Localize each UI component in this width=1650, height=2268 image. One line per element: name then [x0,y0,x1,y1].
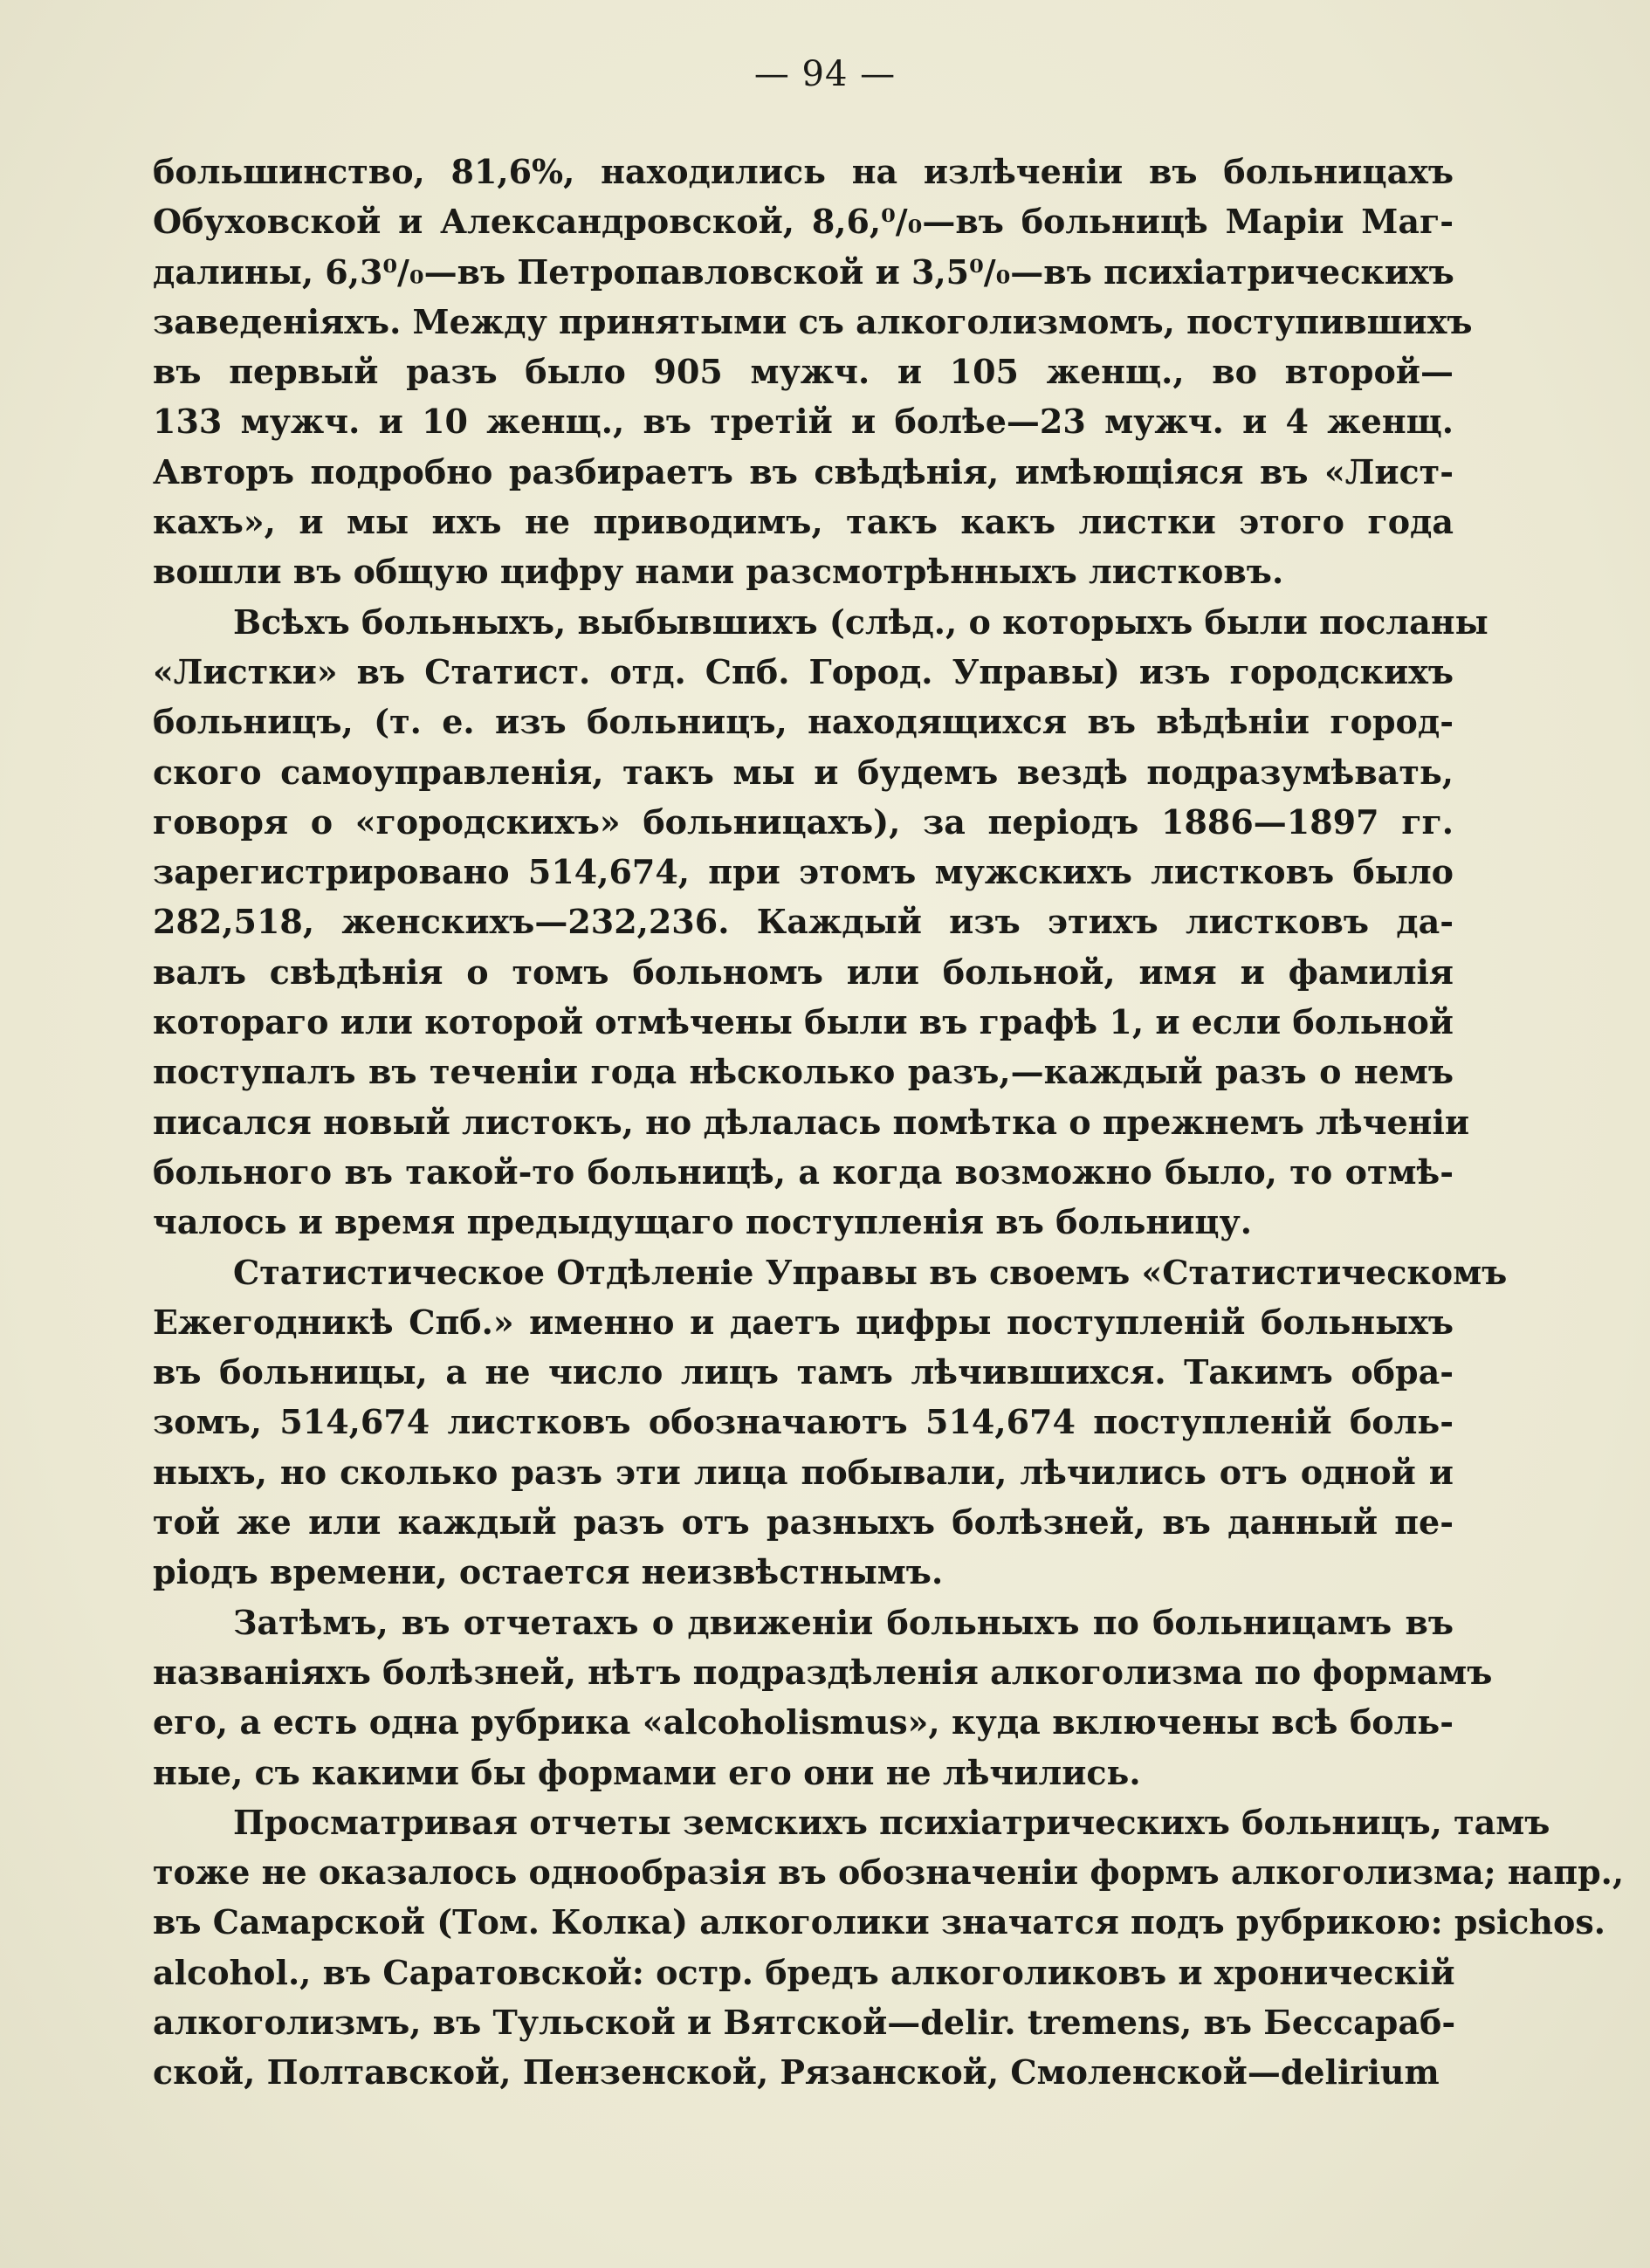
text-line: Всѣхъ больныхъ, выбывшихъ (слѣд., о которыхъ были посланы [233,601,1488,642]
text-line: въ Самарской (Том. Колка) алкоголики значатся подъ рубрикою: psichos. [153,1902,1606,1942]
paragraph [153,1797,1625,2098]
text-line: заведеніяхъ. Между принятыми съ алкоголизмомъ, поступившихъ [153,301,1473,341]
paragraph [153,147,1473,597]
text-line: говоря о «городскихъ» больницахъ), за періодъ 1886—1897 гг. [153,801,1454,842]
text-line: ской, Полтавской, Пензенской, Рязанской, Смоленской—delirium [153,2052,1440,2093]
paragraph [153,1247,1508,1598]
text-line: зомъ, 514,674 листковъ обозначаютъ 514,674 поступленій боль- [153,1402,1454,1442]
text-line: alcohol., въ Саратовской: остр. бредъ алкоголиковъ и хроническій [153,1952,1455,1992]
text-line: чалось и время предыдущаго поступленія въ больницу. [153,1202,1253,1242]
text-line: большинство, 81,6%, находились на излѣченіи въ больницахъ [153,152,1454,191]
paragraph [153,1598,1493,1797]
text-line: Статистическое Отдѣленіе Управы въ своемъ «Статистическомъ [233,1252,1508,1292]
text-line: кахъ», и мы ихъ не приводимъ, такъ какъ листки этого года [153,502,1454,542]
text-line: котораго или которой отмѣчены были въ графѣ 1, и если больной [153,1002,1454,1042]
text-line: Ежегодникѣ Спб.» именно и даетъ цифры поступленій больныхъ [153,1302,1454,1342]
text-line: тоже не оказалось однообразія въ обозначеніи формъ алкоголизма; напр., [153,1852,1625,1893]
text-line: вошли въ общую цифру нами разсмотрѣнныхъ листковъ. [153,552,1284,592]
text-line: больного въ такой-то больницѣ, а когда возможно было, то отмѣ- [153,1151,1454,1192]
text-line: алкоголизмъ, въ Тульской и Вятской—delir. tremens, въ Бессараб- [153,2002,1456,2042]
text-line: ные, съ какими бы формами его они не лѣчились. [153,1752,1141,1792]
text-line: «Листки» въ Статист. отд. Спб. Город. Управы) изъ городскихъ [153,651,1454,691]
text-line: ріодъ времени, остается неизвѣстнымъ. [153,1552,944,1592]
text-line: ныхъ, но сколько разъ эти лица побывали, лѣчились отъ одной и [153,1452,1454,1492]
text-line: писался новый листокъ, но дѣлалась помѣтка о прежнемъ лѣченіи [153,1102,1470,1142]
text-line: далины, 6,3⁰/₀—въ Петропавловской и 3,5⁰/₀—въ психіатрическихъ [153,251,1454,292]
text-line: Авторъ подробно разбираетъ въ свѣдѣнія, имѣющіяся въ «Лист- [153,451,1454,491]
text-line: больницъ, (т. е. изъ больницъ, находящихся въ вѣдѣніи город- [153,702,1454,742]
text-line: той же или каждый разъ отъ разныхъ болѣзней, въ данный пе- [153,1502,1454,1543]
text-line: валъ свѣдѣнія о томъ больномъ или больной, имя и фамилія [153,952,1454,992]
text-line: зарегистрировано 514,674, при этомъ мужскихъ листковъ было [153,852,1454,892]
body-text [153,147,1625,2098]
page-number: — 94 — [753,54,897,94]
paragraph [153,597,1488,1247]
text-line: въ больницы, а не число лицъ тамъ лѣчившихся. Такимъ обра- [153,1352,1454,1392]
text-line: въ первый разъ было 905 мужч. и 105 женщ., во второй— [153,352,1454,392]
text-line: названіяхъ болѣзней, нѣтъ подраздѣленія алкоголизма по формамъ [153,1652,1493,1692]
text-line: его, а есть одна рубрика «alcoholismus», куда включены всѣ боль- [153,1702,1454,1742]
text-line: 133 мужч. и 10 женщ., въ третій и болѣе—23 мужч. и 4 женщ. [153,402,1454,442]
text-line: 282,518, женскихъ—232,236. Каждый изъ этихъ листковъ да- [153,902,1454,942]
text-line: ского самоуправленія, такъ мы и будемъ вездѣ подразумѣвать, [153,752,1454,792]
text-line: поступалъ въ теченіи года нѣсколько разъ,—каждый разъ о немъ [153,1052,1454,1092]
text-line: Обуховской и Александровской, 8,6,⁰/₀—въ больницѣ Маріи Маг- [153,202,1454,242]
text-line: Просматривая отчеты земскихъ психіатрическихъ больницъ, тамъ [233,1802,1550,1842]
text-line: Затѣмъ, въ отчетахъ о движеніи больныхъ по больницамъ въ [233,1602,1454,1642]
